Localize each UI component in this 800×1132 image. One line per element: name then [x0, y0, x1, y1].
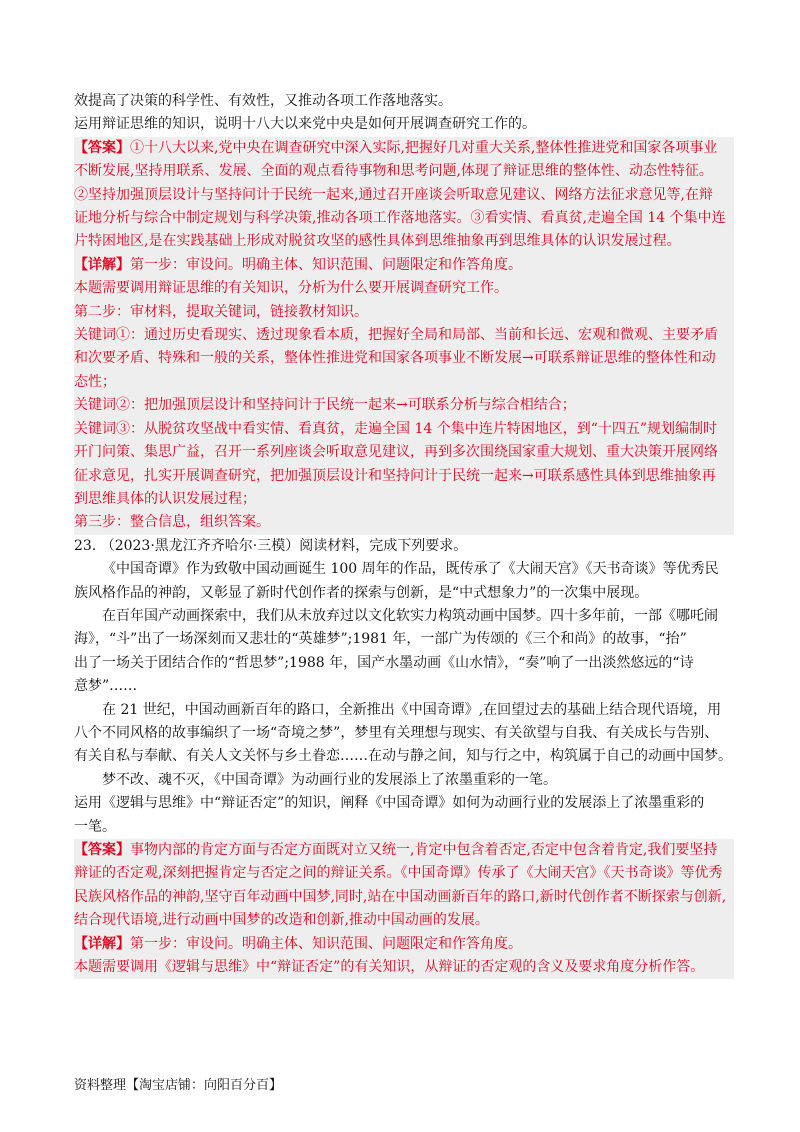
material-line: 在 21 世纪，中国动画新百年的路口，全新推出《中国奇谭》,在回望过去的基础上结合现代语境，用: [102, 701, 722, 718]
detail-label: 【详解】: [74, 935, 130, 952]
answer-line: 民族风格作品的神韵,坚守百年动画中国梦,同时,站在中国动画新百年的路口,新时代创作者不断探索与创新,: [74, 888, 727, 905]
answer-label: 【答案】: [74, 139, 130, 156]
detail-line: 态性；: [74, 373, 116, 390]
detail-line: 征求意见，扎实开展调查研究，把加强顶层设计和坚持问计于民统一起来→可联系感性具体到思维抽象再: [74, 467, 716, 484]
answer-label: 【答案】: [74, 842, 130, 858]
question-text: 运用辩证思维的知识，说明十八大以来党中央是如何开展调查研究工作的。: [74, 116, 536, 133]
answer-line: 证地分析与综合中制定规划与科学决策,推动各项工作落地落实。③看实情、看真贫,走遍全国 14 个集中连: [74, 210, 726, 227]
question-text: 一笔。: [74, 818, 116, 835]
detail-line: 第三步：整合信息，组织答案。: [74, 514, 270, 531]
detail-line: 【详解】第一步：审设问。明确主体、知识范围、问题限定和作答角度。: [74, 935, 522, 952]
document-page: [74, 90, 734, 979]
detail-label: 【详解】: [74, 256, 130, 273]
answer-line: ②坚持加强顶层设计与坚持问计于民统一起来,通过召开座谈会听取意见建议、网络方法征求意见等,在辩: [74, 186, 713, 203]
material-line: 海》，“斗”出了一场深刻而又悲壮的“英雄梦”;1981 年，一部广为传颂的《三个和尚》的故事，“抬”: [74, 631, 687, 648]
answer-line: 片特困地区,是在实践基础上形成对脱贫攻坚的感性具体到思维抽象再到思维具体的认识发展过程。: [74, 233, 681, 250]
material-line: 族风格作品的神韵，又彰显了新时代创作者的探索与创新，是“中式想象力”的一次集中展现。: [74, 584, 649, 601]
material-block: [74, 558, 734, 792]
detail-line: 开门问策、集思广益，召开一系列座谈会听取意见建议，再到多次围绕国家重大规划、重大决策开展网络: [74, 444, 718, 461]
detail-line: 关键词③：从脱贫攻坚战中看实情、看真贫，走遍全国 14 个集中连片特困地区，到“十四五”规划编制时: [74, 420, 718, 437]
question-header: 23. （2023·黑龙江齐齐哈尔·三模）阅读材料，完成下列要求。: [74, 537, 468, 554]
material-line: 出了一场关于团结合作的“哲思梦”;1988 年，国产水墨动画《山水情》，“奏”响了一出淡然悠远的“诗: [74, 654, 694, 671]
detail-line: 和次要矛盾、特殊和一般的关系，整体性推进党和国家各项事业不断发展→可联系辩证思维的整体性和动: [74, 350, 716, 367]
material-line: 八个不同风格的故事编织了一场“奇境之梦”，梦里有关理想与现实、有关欲望与自我、有关成长与告别、: [74, 724, 719, 741]
answer-line: 【答案】①十八大以来,党中央在调查研究中深入实际,把握好几对重大关系,整体性推进党和国家各项事业: [74, 139, 718, 156]
material-line: 《中国奇谭》作为致敬中国动画诞生 100 周年的作品，既传承了《大闹天宫》《天书奇谈》等优秀民: [102, 561, 719, 578]
answer-line: 不断发展,坚持用联系、发展、全面的观点看待事物和思考问题,体现了辩证思维的整体性、动态性特征。: [74, 163, 713, 180]
answer-line: 【答案】事物内部的肯定方面与否定方面既对立又统一,肯定中包含着否定,否定中包含着肯定,我们要坚持: [74, 842, 718, 858]
detail-block-2: [74, 933, 734, 980]
material-line: 梦不改、魂不灭，《中国奇谭》为动画行业的发展添上了浓墨重彩的一笔。: [102, 771, 557, 788]
answer-block-1: [74, 137, 734, 254]
question-text: 运用《逻辑与思维》中“辩证否定”的知识，阐释《中国奇谭》如何为动画行业的发展添上了浓墨重彩的: [74, 795, 705, 812]
answer-block-2: [74, 839, 734, 933]
answer-line: 结合现代语境,进行动画中国梦的改造和创新,推动中国动画的发展。: [74, 912, 489, 929]
text-line: 效提高了决策的科学性、有效性，又推动各项工作落地落实。: [74, 93, 452, 109]
detail-line: 到思维具体的认识发展过程；: [74, 490, 256, 507]
material-line: 有关自私与奉献、有关人文关怀与乡土眷恋……在动与静之间，知与行之中，构筑属于自己的动画中国梦。: [74, 748, 732, 765]
detail-line: 【详解】第一步：审设问。明确主体、知识范围、问题限定和作答角度。: [74, 256, 522, 273]
detail-line: 本题需要调用《逻辑与思维》中“辩证否定”的有关知识，从辩证的否定观的含义及要求角度分析作答。: [74, 959, 705, 976]
detail-block-1: [74, 254, 734, 535]
page-footer: 资料整理【淘宝店铺：向阳百分百】: [74, 1078, 283, 1093]
detail-line: 关键词①：通过历史看现实、透过现象看本质，把握好全局和局部、当前和长远、宏观和微观、主要矛盾: [74, 327, 718, 344]
answer-line: 辩证的否定观,深刻把握肯定与否定之间的辩证关系。《中国奇谭》传承了《大闹天宫》《天书奇谈》等优秀: [74, 865, 723, 882]
material-line: 意梦”……: [74, 678, 138, 695]
detail-line: 关键词②：把加强顶层设计和坚持问计于民统一起来→可联系分析与综合相结合；: [74, 397, 576, 414]
material-line: 在百年国产动画探索中，我们从未放弃过以文化软实力构筑动画中国梦。四十多年前，一部《哪吒闹: [102, 607, 718, 624]
detail-line: 本题需要调用辩证思维的有关知识，分析为什么要开展调查研究工作。: [74, 280, 508, 297]
detail-line: 第二步：审材料，提取关键词，链接教材知识。: [74, 303, 368, 320]
